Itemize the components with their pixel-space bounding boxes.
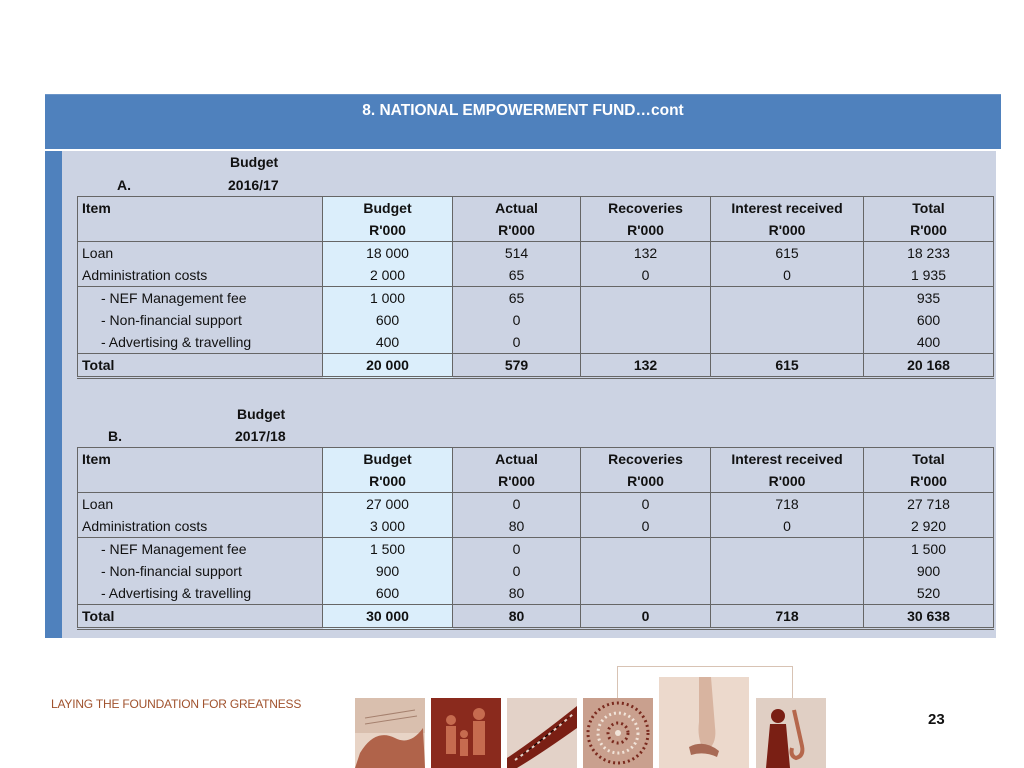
cell-total: 520 <box>864 582 994 605</box>
cell-recoveries: 0 <box>581 264 711 287</box>
cell-recoveries <box>581 309 711 331</box>
ballet-shoes-photo <box>659 677 749 768</box>
unit-budget: R'000 <box>323 470 453 493</box>
cell-actual: 0 <box>453 309 581 331</box>
unit-item <box>78 219 323 242</box>
section-a-letter: A. <box>117 177 131 193</box>
row-label: Administration costs <box>78 264 323 287</box>
section-a-year: 2016/17 <box>228 177 279 193</box>
total-budget: 20 000 <box>323 354 453 378</box>
table-row <box>78 331 994 354</box>
unit-budget: R'000 <box>323 219 453 242</box>
cell-total: 1 935 <box>864 264 994 287</box>
header-interest-received: Interest received <box>711 448 864 471</box>
cell-interest <box>711 331 864 354</box>
table-row <box>78 493 994 516</box>
total-label: Total <box>78 354 323 378</box>
saxophone-player-photo <box>756 698 826 768</box>
total-interest: 615 <box>711 354 864 378</box>
unit-total: R'000 <box>864 470 994 493</box>
cell-actual: 0 <box>453 331 581 354</box>
slide-title: 8. NATIONAL EMPOWERMENT FUND…cont <box>362 102 684 119</box>
cell-budget: 18 000 <box>323 242 453 265</box>
cell-recoveries: 0 <box>581 493 711 516</box>
cell-total: 600 <box>864 309 994 331</box>
cell-total: 27 718 <box>864 493 994 516</box>
section-b-letter: B. <box>108 428 122 444</box>
cell-actual: 0 <box>453 493 581 516</box>
cell-recoveries: 0 <box>581 515 711 538</box>
film-reel-photo <box>507 698 577 768</box>
cell-total: 400 <box>864 331 994 354</box>
header-recoveries: Recoveries <box>581 448 711 471</box>
row-label: - Non-financial support <box>78 560 323 582</box>
section-b-year: 2017/18 <box>235 428 286 444</box>
header-budget: Budget <box>323 197 453 220</box>
total-label: Total <box>78 605 323 629</box>
total-recoveries: 132 <box>581 354 711 378</box>
left-accent-stripe <box>45 151 62 638</box>
cell-interest: 718 <box>711 493 864 516</box>
row-label: - Non-financial support <box>78 309 323 331</box>
cell-interest <box>711 309 864 331</box>
unit-recoveries: R'000 <box>581 470 711 493</box>
cell-budget: 400 <box>323 331 453 354</box>
cell-interest: 615 <box>711 242 864 265</box>
cell-recoveries <box>581 287 711 310</box>
row-label: - Advertising & travelling <box>78 331 323 354</box>
table-row <box>78 538 994 561</box>
cell-interest <box>711 287 864 310</box>
header-item: Item <box>78 197 323 220</box>
unit-total: R'000 <box>864 219 994 242</box>
cell-actual: 0 <box>453 560 581 582</box>
cell-budget: 1 000 <box>323 287 453 310</box>
cell-budget: 600 <box>323 582 453 605</box>
table-row <box>78 264 994 287</box>
unit-recoveries: R'000 <box>581 219 711 242</box>
table-row <box>78 582 994 605</box>
table-row <box>78 309 994 331</box>
unit-interest-received: R'000 <box>711 219 864 242</box>
unit-interest-received: R'000 <box>711 470 864 493</box>
title-bar <box>45 94 1001 149</box>
cell-interest: 0 <box>711 515 864 538</box>
header-actual: Actual <box>453 197 581 220</box>
budget-table-2016-17 <box>77 196 994 379</box>
header-actual: Actual <box>453 448 581 471</box>
writing-hands-photo <box>355 698 425 768</box>
cell-recoveries <box>581 560 711 582</box>
unit-actual: R'000 <box>453 470 581 493</box>
cell-total: 2 920 <box>864 515 994 538</box>
cell-budget: 600 <box>323 309 453 331</box>
cell-budget: 2 000 <box>323 264 453 287</box>
cell-actual: 80 <box>453 582 581 605</box>
unit-item <box>78 470 323 493</box>
total-total: 20 168 <box>864 354 994 378</box>
header-recoveries: Recoveries <box>581 197 711 220</box>
total-budget: 30 000 <box>323 605 453 629</box>
family-silhouette-photo <box>431 698 501 768</box>
cell-total: 900 <box>864 560 994 582</box>
cell-total: 18 233 <box>864 242 994 265</box>
row-label: - Advertising & travelling <box>78 582 323 605</box>
cell-budget: 3 000 <box>323 515 453 538</box>
table-row <box>78 242 994 265</box>
cell-budget: 1 500 <box>323 538 453 561</box>
cell-budget: 900 <box>323 560 453 582</box>
row-label: Loan <box>78 493 323 516</box>
total-total: 30 638 <box>864 605 994 629</box>
budget-table-2017-18 <box>77 447 994 630</box>
cell-total: 935 <box>864 287 994 310</box>
header-item: Item <box>78 448 323 471</box>
right-edge-stripe <box>996 151 1001 638</box>
cell-interest: 0 <box>711 264 864 287</box>
row-label: Administration costs <box>78 515 323 538</box>
cell-actual: 0 <box>453 538 581 561</box>
cell-actual: 80 <box>453 515 581 538</box>
cell-budget: 27 000 <box>323 493 453 516</box>
total-actual: 80 <box>453 605 581 629</box>
section-a-budget-label: Budget <box>230 154 279 170</box>
cell-recoveries <box>581 331 711 354</box>
total-actual: 579 <box>453 354 581 378</box>
header-total: Total <box>864 197 994 220</box>
total-row <box>78 605 994 629</box>
cell-interest <box>711 582 864 605</box>
total-row <box>78 354 994 378</box>
total-interest: 718 <box>711 605 864 629</box>
row-label: - NEF Management fee <box>78 287 323 310</box>
cell-recoveries: 132 <box>581 242 711 265</box>
table-row <box>78 287 994 310</box>
section-b-budget-label: Budget <box>237 406 286 422</box>
row-label: - NEF Management fee <box>78 538 323 561</box>
cell-actual: 65 <box>453 264 581 287</box>
footer-tagline: LAYING THE FOUNDATION FOR GREATNESS <box>51 697 302 711</box>
table-row <box>78 515 994 538</box>
cell-recoveries <box>581 538 711 561</box>
unit-actual: R'000 <box>453 219 581 242</box>
cell-total: 1 500 <box>864 538 994 561</box>
cell-interest <box>711 538 864 561</box>
cell-interest <box>711 560 864 582</box>
table-row <box>78 560 994 582</box>
header-total: Total <box>864 448 994 471</box>
row-label: Loan <box>78 242 323 265</box>
beadwork-photo <box>583 698 653 768</box>
header-budget: Budget <box>323 448 453 471</box>
cell-actual: 65 <box>453 287 581 310</box>
cell-actual: 514 <box>453 242 581 265</box>
header-interest-received: Interest received <box>711 197 864 220</box>
total-recoveries: 0 <box>581 605 711 629</box>
cell-recoveries <box>581 582 711 605</box>
page-number: 23 <box>928 711 945 728</box>
